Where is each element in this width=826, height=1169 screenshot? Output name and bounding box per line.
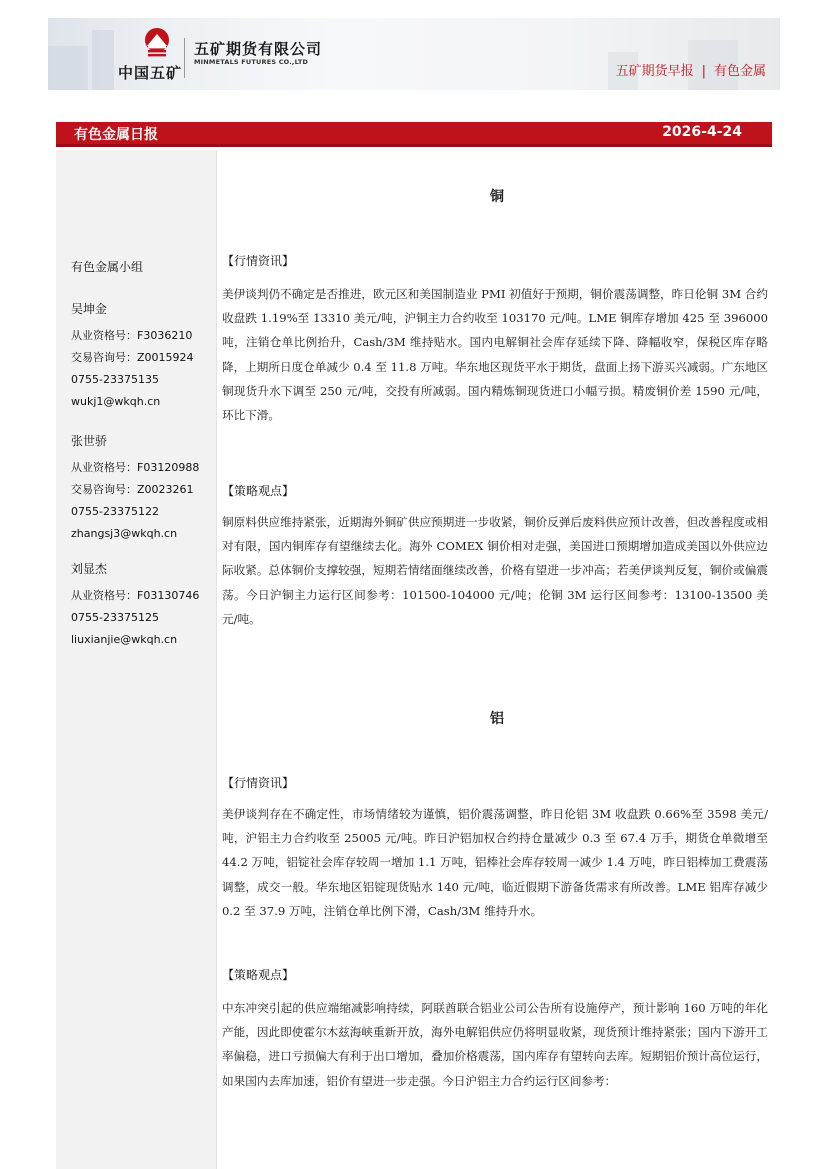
analyst-name: 刘显杰 [71, 562, 108, 576]
market-info-tag: 【行情资讯】 [222, 776, 295, 790]
report-title-bar [56, 122, 772, 144]
analyst-qualification: 从业资格号：F3036210 [71, 329, 193, 342]
analyst-card [71, 560, 199, 651]
market-info-tag: 【行情资讯】 [222, 254, 295, 268]
copper-strategy-text: 铜原料供应维持紧张，近期海外铜矿供应预期进一步收紧，铜价反弹后废料供应预计改善，但改善程度或相对有限，国内铜库存有望继续去化。海外 COMEX 铜价相对走强，美国进口预期增加造成美国以外供应边际收紧。总体铜价支撑较强，短期若情绪面继续改善，价格有望进一步冲高；若美伊谈判反复，铜价或偏震荡。今日沪铜主力运行区间参考：101500-104000 元/吨；伦铜 3M 运行区间参考：13100-13500 美元/吨。 [222, 515, 768, 626]
analyst-card [71, 432, 199, 545]
analyst-email[interactable]: liuxianjie@wkqh.cn [71, 633, 178, 646]
report-type: 五矿期货早报 [615, 64, 694, 79]
strategy-tag: 【策略观点】 [222, 484, 295, 498]
analyst-name: 吴坤金 [71, 302, 108, 316]
section-title-aluminium: 铝 [490, 711, 504, 727]
analyst-qualification: 从业资格号：F03130746 [71, 589, 200, 602]
analyst-phone: 0755-23375122 [71, 505, 159, 518]
logo-divider [184, 38, 185, 78]
strategy-tag: 【策略观点】 [222, 968, 295, 982]
title-bar-underline [56, 144, 772, 147]
analyst-phone: 0755-23375135 [71, 373, 159, 386]
header-report-label [616, 60, 766, 79]
analyst-qualification: 从业资格号：F03120988 [71, 461, 200, 474]
minmetals-logo-icon [140, 26, 174, 60]
section-title-copper: 铜 [490, 189, 504, 205]
company-name-cn: 五矿期货有限公司 [194, 40, 323, 58]
header-background-building [92, 30, 114, 90]
header-background-building [48, 46, 88, 90]
copper-market-text: 美伊谈判仍不确定是否推进，欧元区和美国制造业 PMI 初值好于预期，铜价震荡调整，昨日伦铜 3M 合约收盘跌 1.19%至 13310 美元/吨，沪铜主力合约收至 103170 元/吨。LME 铜库存增加 425 至 396000 吨，注销仓单比例抬升，Cash/3M 维持贴水。国内电解铜社会库存延续下降、降幅收窄，保税区库存略降，上期所日度仓单减少 0.4 至 11.8 万吨。华东地区现货平水于期货，盘面上扬下游买兴减弱。广东地区铜现货升水下调至 250 元/吨，交投有所减弱。国内精炼铜现货进口小幅亏损。精废铜价差 1590 元/吨，环比下滑。 [222, 287, 768, 423]
header-separator: | [701, 64, 706, 79]
analyst-phone: 0755-23375125 [71, 611, 159, 624]
aluminium-strategy-text: 中东冲突引起的供应端缩减影响持续，阿联酋联合铝业公司公告所有设施停产，预计影响 160 万吨的年化产能，因此即使霍尔木兹海峡重新开放，海外电解铝供应仍将明显收紧，现货预计维持紧张；国内下游开工率偏稳，进口亏损偏大有利于出口增加，叠加价格震荡，国内库存有望转向去库。短期铝价预计高位运行，如果国内去库加速，铝价有望进一步走强。今日沪铝主力合约运行区间参考： [222, 1001, 768, 1088]
analyst-email[interactable]: zhangsj3@wkqh.cn [71, 527, 178, 540]
analyst-name: 张世骄 [71, 434, 108, 448]
company-name-en: MINMETALS FUTURES CO.,LTD [194, 58, 309, 66]
group-title: 有色金属小组 [71, 260, 144, 274]
aluminium-market-text: 美伊谈判存在不确定性，市场情绪较为谨慎，铝价震荡调整，昨日伦铝 3M 收盘跌 0.66%至 3598 美元/吨，沪铝主力合约收至 25005 元/吨。昨日沪铝加权合约持仓量减少 0.3 至 67.4 万手，期货仓单微增至 44.2 万吨，铝锭社会库存较周一增加 1.1 万吨，铝棒社会库存较周一减少 1.4 万吨，昨日铝棒加工费震荡调整，成交一般。华东地区铝锭现货贴水 140 元/吨，临近假期下游备货需求有所改善。LME 铝库存减少 0.2 至 37.9 万吨，注销仓单比例下滑，Cash/3M 维持升水。 [222, 807, 768, 918]
analyst-consult-number: 交易咨询号：Z0023261 [71, 483, 194, 496]
report-category: 有色金属 [713, 64, 766, 79]
analyst-email[interactable]: wukj1@wkqh.cn [71, 395, 161, 408]
page-header [48, 18, 780, 90]
analyst-sidebar [56, 150, 217, 1169]
analyst-card [71, 300, 194, 413]
analyst-consult-number: 交易咨询号：Z0015924 [71, 351, 194, 364]
report-date: 2026-4-24 [662, 124, 742, 140]
report-title: 有色金属日报 [74, 127, 158, 143]
logo-text-cn: 中国五矿 [118, 64, 183, 82]
